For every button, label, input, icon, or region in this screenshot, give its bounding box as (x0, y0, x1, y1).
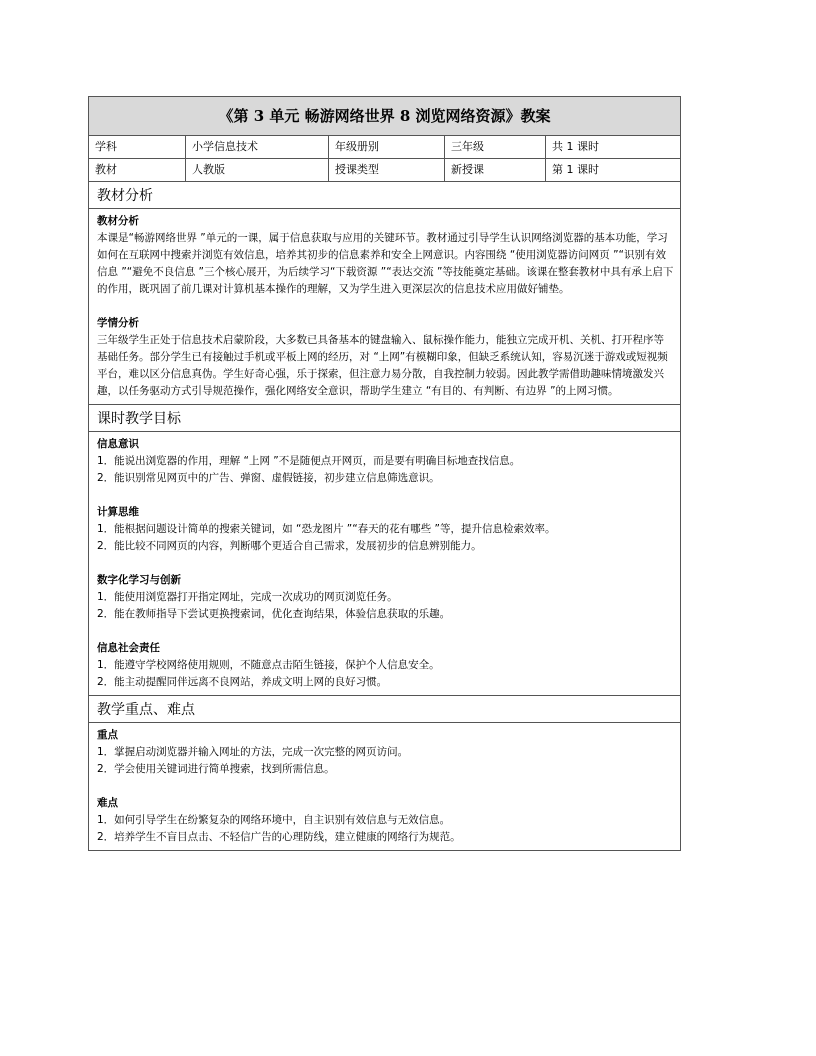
subsection-title: 难点 (97, 797, 118, 809)
list-item: 2．能识别常见网页中的广告、弹窗、虚假链接，初步建立信息筛选意识。 (97, 472, 440, 484)
info-cell: 小学信息技术 (186, 136, 329, 158)
info-row (89, 159, 680, 182)
info-cell: 人教版 (186, 159, 329, 181)
info-cell: 新授课 (445, 159, 546, 181)
list-item: 1．掌握启动浏览器并输入网址的方法，完成一次完整的网页访问。 (97, 746, 409, 758)
info-cell: 三年级 (445, 136, 546, 158)
subsection-title: 重点 (97, 729, 118, 741)
section-body-analysis (89, 209, 680, 405)
section-body-goals (89, 432, 680, 696)
section-heading-analysis: 教材分析 (89, 182, 680, 209)
subsection-title: 数字化学习与创新 (97, 574, 181, 586)
subsection-title: 信息意识 (97, 438, 139, 450)
info-cell: 共 1 课时 (552, 140, 599, 153)
list-item: 1．能说出浏览器的作用，理解 “上网 ”不是随便点开网页，而是要有明确目标地查找信息。 (97, 455, 521, 467)
subsection-title: 教材分析 (97, 215, 139, 227)
subsection-title: 计算思维 (97, 506, 139, 518)
info-cell: 学科 (89, 136, 186, 158)
info-cell: 第 1 课时 (552, 163, 599, 176)
info-cell: 授课类型 (329, 159, 445, 181)
paragraph: 三年级学生正处于信息技术启蒙阶段，大多数已具备基本的键盘输入、鼠标操作能力，能独立完成开机、关机、打开程序等基础任务。部分学生已有接触过手机或平板上网的经历，对 “上网”有模糊印象，但缺乏系统认知，容易沉迷于游戏或短视频平台，难以区分信息真伪。学生好奇心强，乐于探索，但注意力易分散，自我控制力较弱。因此教学需借助趣味情境激发兴趣，以任务驱动方式引导规范操作，强化网络安全意识，帮助学生建立 “有目的、有判断、有边界 ”的上网习惯。 (97, 334, 668, 397)
list-item: 1．能使用浏览器打开指定网址，完成一次成功的网页浏览任务。 (97, 591, 398, 603)
list-item: 1．如何引导学生在纷繁复杂的网络环境中，自主识别有效信息与无效信息。 (97, 814, 451, 826)
section-body-key-points (89, 723, 680, 850)
info-cell: 年级册别 (329, 136, 445, 158)
list-item: 2．培养学生不盲目点击、不轻信广告的心理防线，建立健康的网络行为规范。 (97, 831, 461, 843)
paragraph: 本课是“畅游网络世界 ”单元的一课，属于信息获取与应用的关键环节。教材通过引导学生认识网络浏览器的基本功能，学习如何在互联网中搜索并浏览有效信息，培养其初步的信息素养和安全上网意识。内容围绕 “使用浏览器访问网页 ”“识别有效信息 ”“避免不良信息 ”三个核心展开，为后续学习“下载资源 ”“表达交流 ”等技能奠定基础。该课在整套教材中具有承上启下的作用，既巩固了前几课对计算机基本操作的理解，又为学生进入更深层次的信息技术应用做好铺垫。 (97, 232, 674, 295)
info-row (89, 136, 680, 159)
list-item: 2．能比较不同网页的内容，判断哪个更适合自己需求，发展初步的信息辨别能力。 (97, 540, 482, 552)
subsection-title: 信息社会责任 (97, 642, 160, 654)
list-item: 1．能根据问题设计简单的搜索关键词，如 “恐龙图片 ”“春天的花有哪些 ”等，提升信息检索效率。 (97, 523, 556, 535)
list-item: 2．能在教师指导下尝试更换搜索词，优化查询结果，体验信息获取的乐趣。 (97, 608, 451, 620)
list-item: 2．能主动提醒同伴远离不良网站，养成文明上网的良好习惯。 (97, 676, 388, 688)
section-heading-goals: 课时教学目标 (89, 405, 680, 432)
section-heading-key-points: 教学重点、难点 (89, 696, 680, 723)
info-cell: 教材 (89, 159, 186, 181)
list-item: 1．能遵守学校网络使用规则，不随意点击陌生链接，保护个人信息安全。 (97, 659, 440, 671)
lesson-plan-table (88, 96, 681, 851)
list-item: 2．学会使用关键词进行简单搜索，找到所需信息。 (97, 763, 335, 775)
document-title: 《第 3 单元 畅游网络世界 8 浏览网络资源》教案 (89, 97, 680, 136)
subsection-title: 学情分析 (97, 317, 139, 329)
